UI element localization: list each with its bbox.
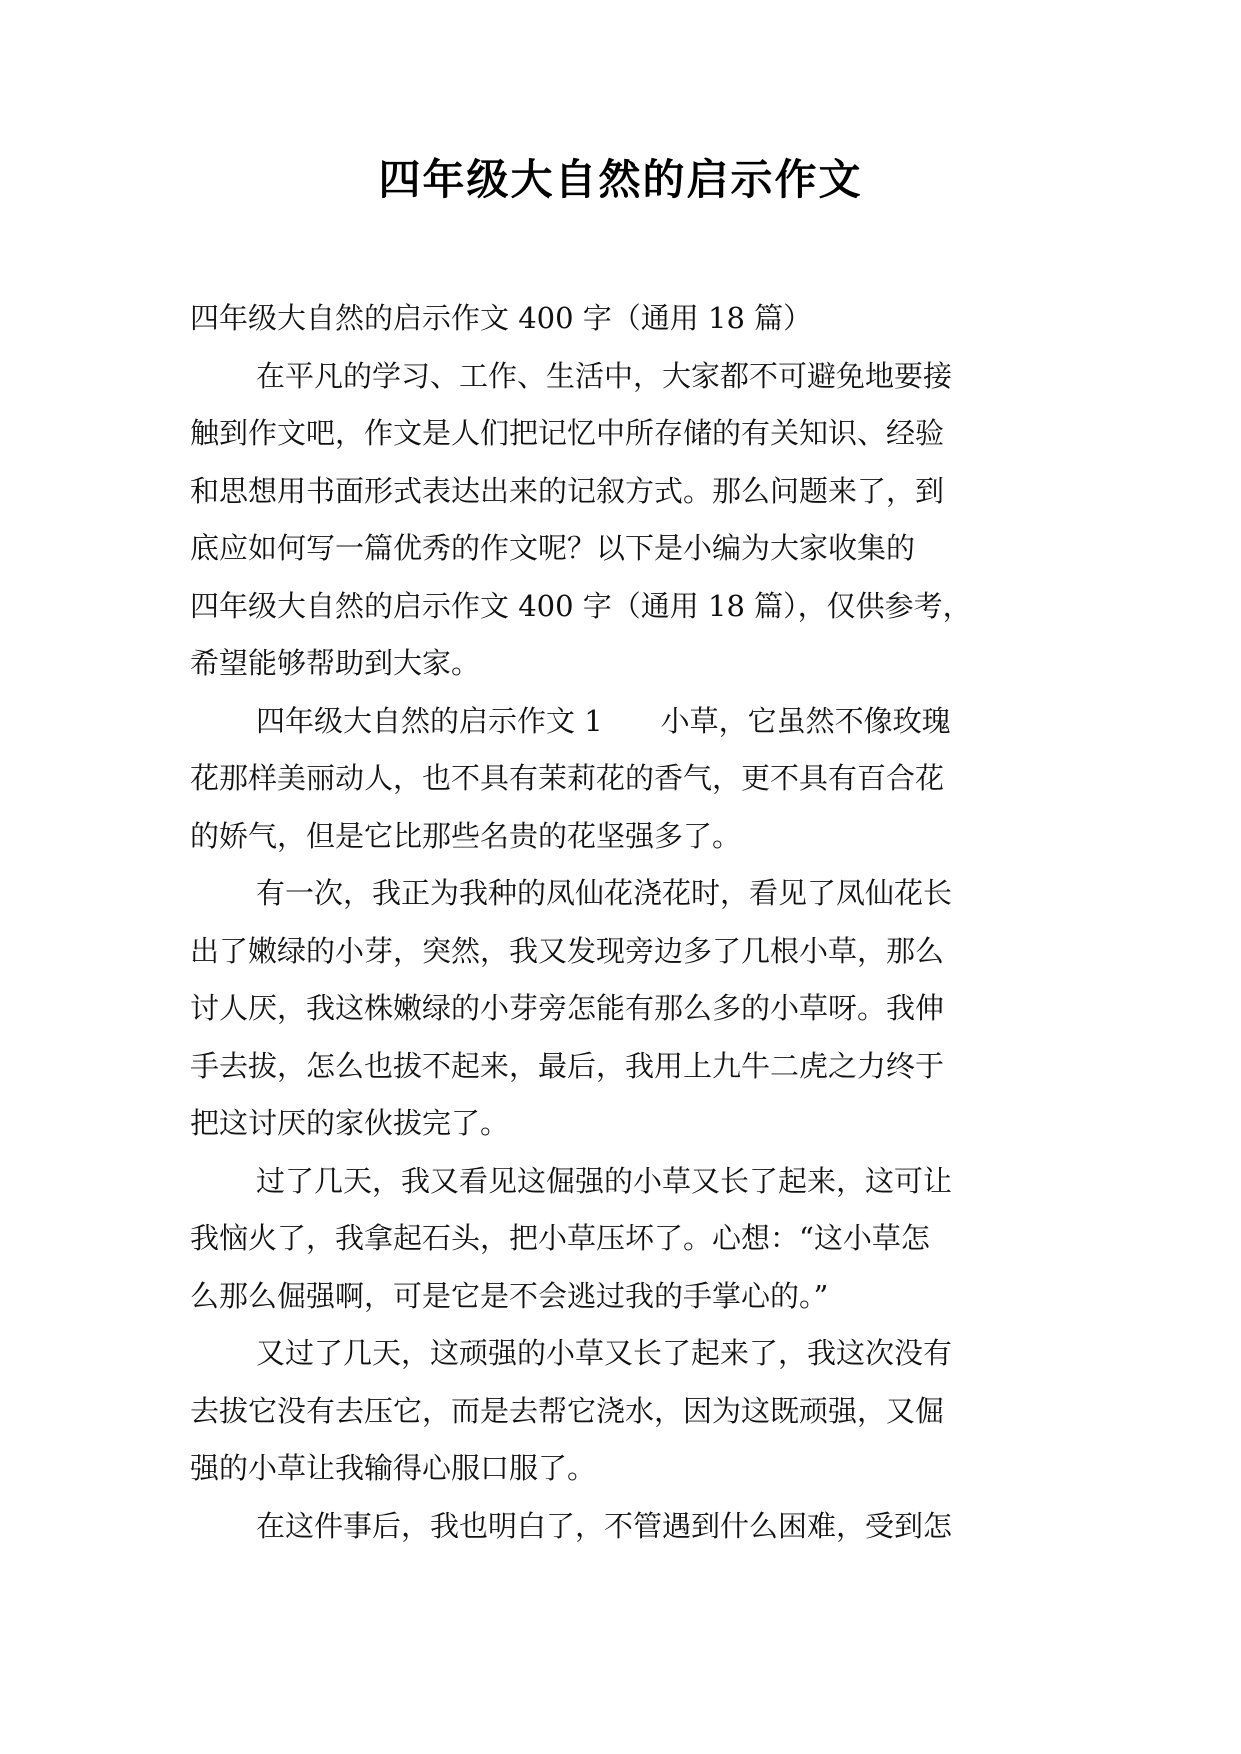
text-line: 手去拔，怎么也拔不起来，最后，我用上九牛二虎之力终于: [190, 1048, 945, 1083]
text-line: 把这讨厌的家伙拔完了。: [190, 1106, 510, 1140]
document-body: [190, 290, 1060, 1555]
text-line: 希望能够帮助到大家。: [190, 646, 481, 680]
text-line: 强的小草让我输得心服口服了。: [190, 1451, 597, 1485]
document-title: 四年级大自然的启示作文: [378, 155, 863, 204]
text-line: 讨人厌，我这株嫩绿的小芽旁怎能有那么多的小草呀。我伸: [190, 991, 945, 1025]
text-line: 底应如何写一篇优秀的作文呢？以下是小编为大家收集的: [190, 531, 916, 565]
text-line: 四年级大自然的启示作文 400 字（通用 18 篇），仅供参考，: [190, 588, 972, 623]
text-line: 花那样美丽动人，也不具有茉莉花的香气，更不具有百合花: [190, 761, 945, 795]
text-line: 有一次，我正为我种的凤仙花浇花时，看见了凤仙花长: [256, 876, 953, 910]
text-line: 和思想用书面形式表达出来的记叙方式。那么问题来了，到: [190, 473, 945, 508]
text-line: 四年级大自然的启示作文 400 字（通用 18 篇）: [190, 301, 813, 335]
text-line: 出了嫩绿的小芽，突然，我又发现旁边多了几根小草，那么: [190, 933, 945, 968]
text-line: 触到作文吧，作文是人们把记忆中所存储的有关知识、经验: [190, 416, 945, 450]
text-line: 过了几天，我又看见这倔强的小草又长了起来，这可让: [256, 1163, 953, 1198]
text-line: 我恼火了，我拿起石头，把小草压坏了。心想：“这小草怎: [190, 1221, 930, 1255]
text-line: 在这件事后，我也明白了，不管遇到什么困难，受到怎: [256, 1508, 953, 1543]
text-line: 在平凡的学习、工作、生活中，大家都不可避免地要接: [256, 358, 953, 393]
text-line: 四年级大自然的启示作文 1 小草，它虽然不像玫瑰: [256, 703, 951, 738]
text-line: 的娇气，但是它比那些名贵的花坚强多了。: [190, 818, 742, 853]
text-line: 么那么倔强啊，可是它是不会逃过我的手掌心的。”: [190, 1278, 829, 1313]
text-line: 又过了几天，这顽强的小草又长了起来了，我这次没有: [256, 1336, 953, 1370]
text-line: 去拔它没有去压它，而是去帮它浇水，因为这既顽强，又倔: [190, 1393, 945, 1428]
